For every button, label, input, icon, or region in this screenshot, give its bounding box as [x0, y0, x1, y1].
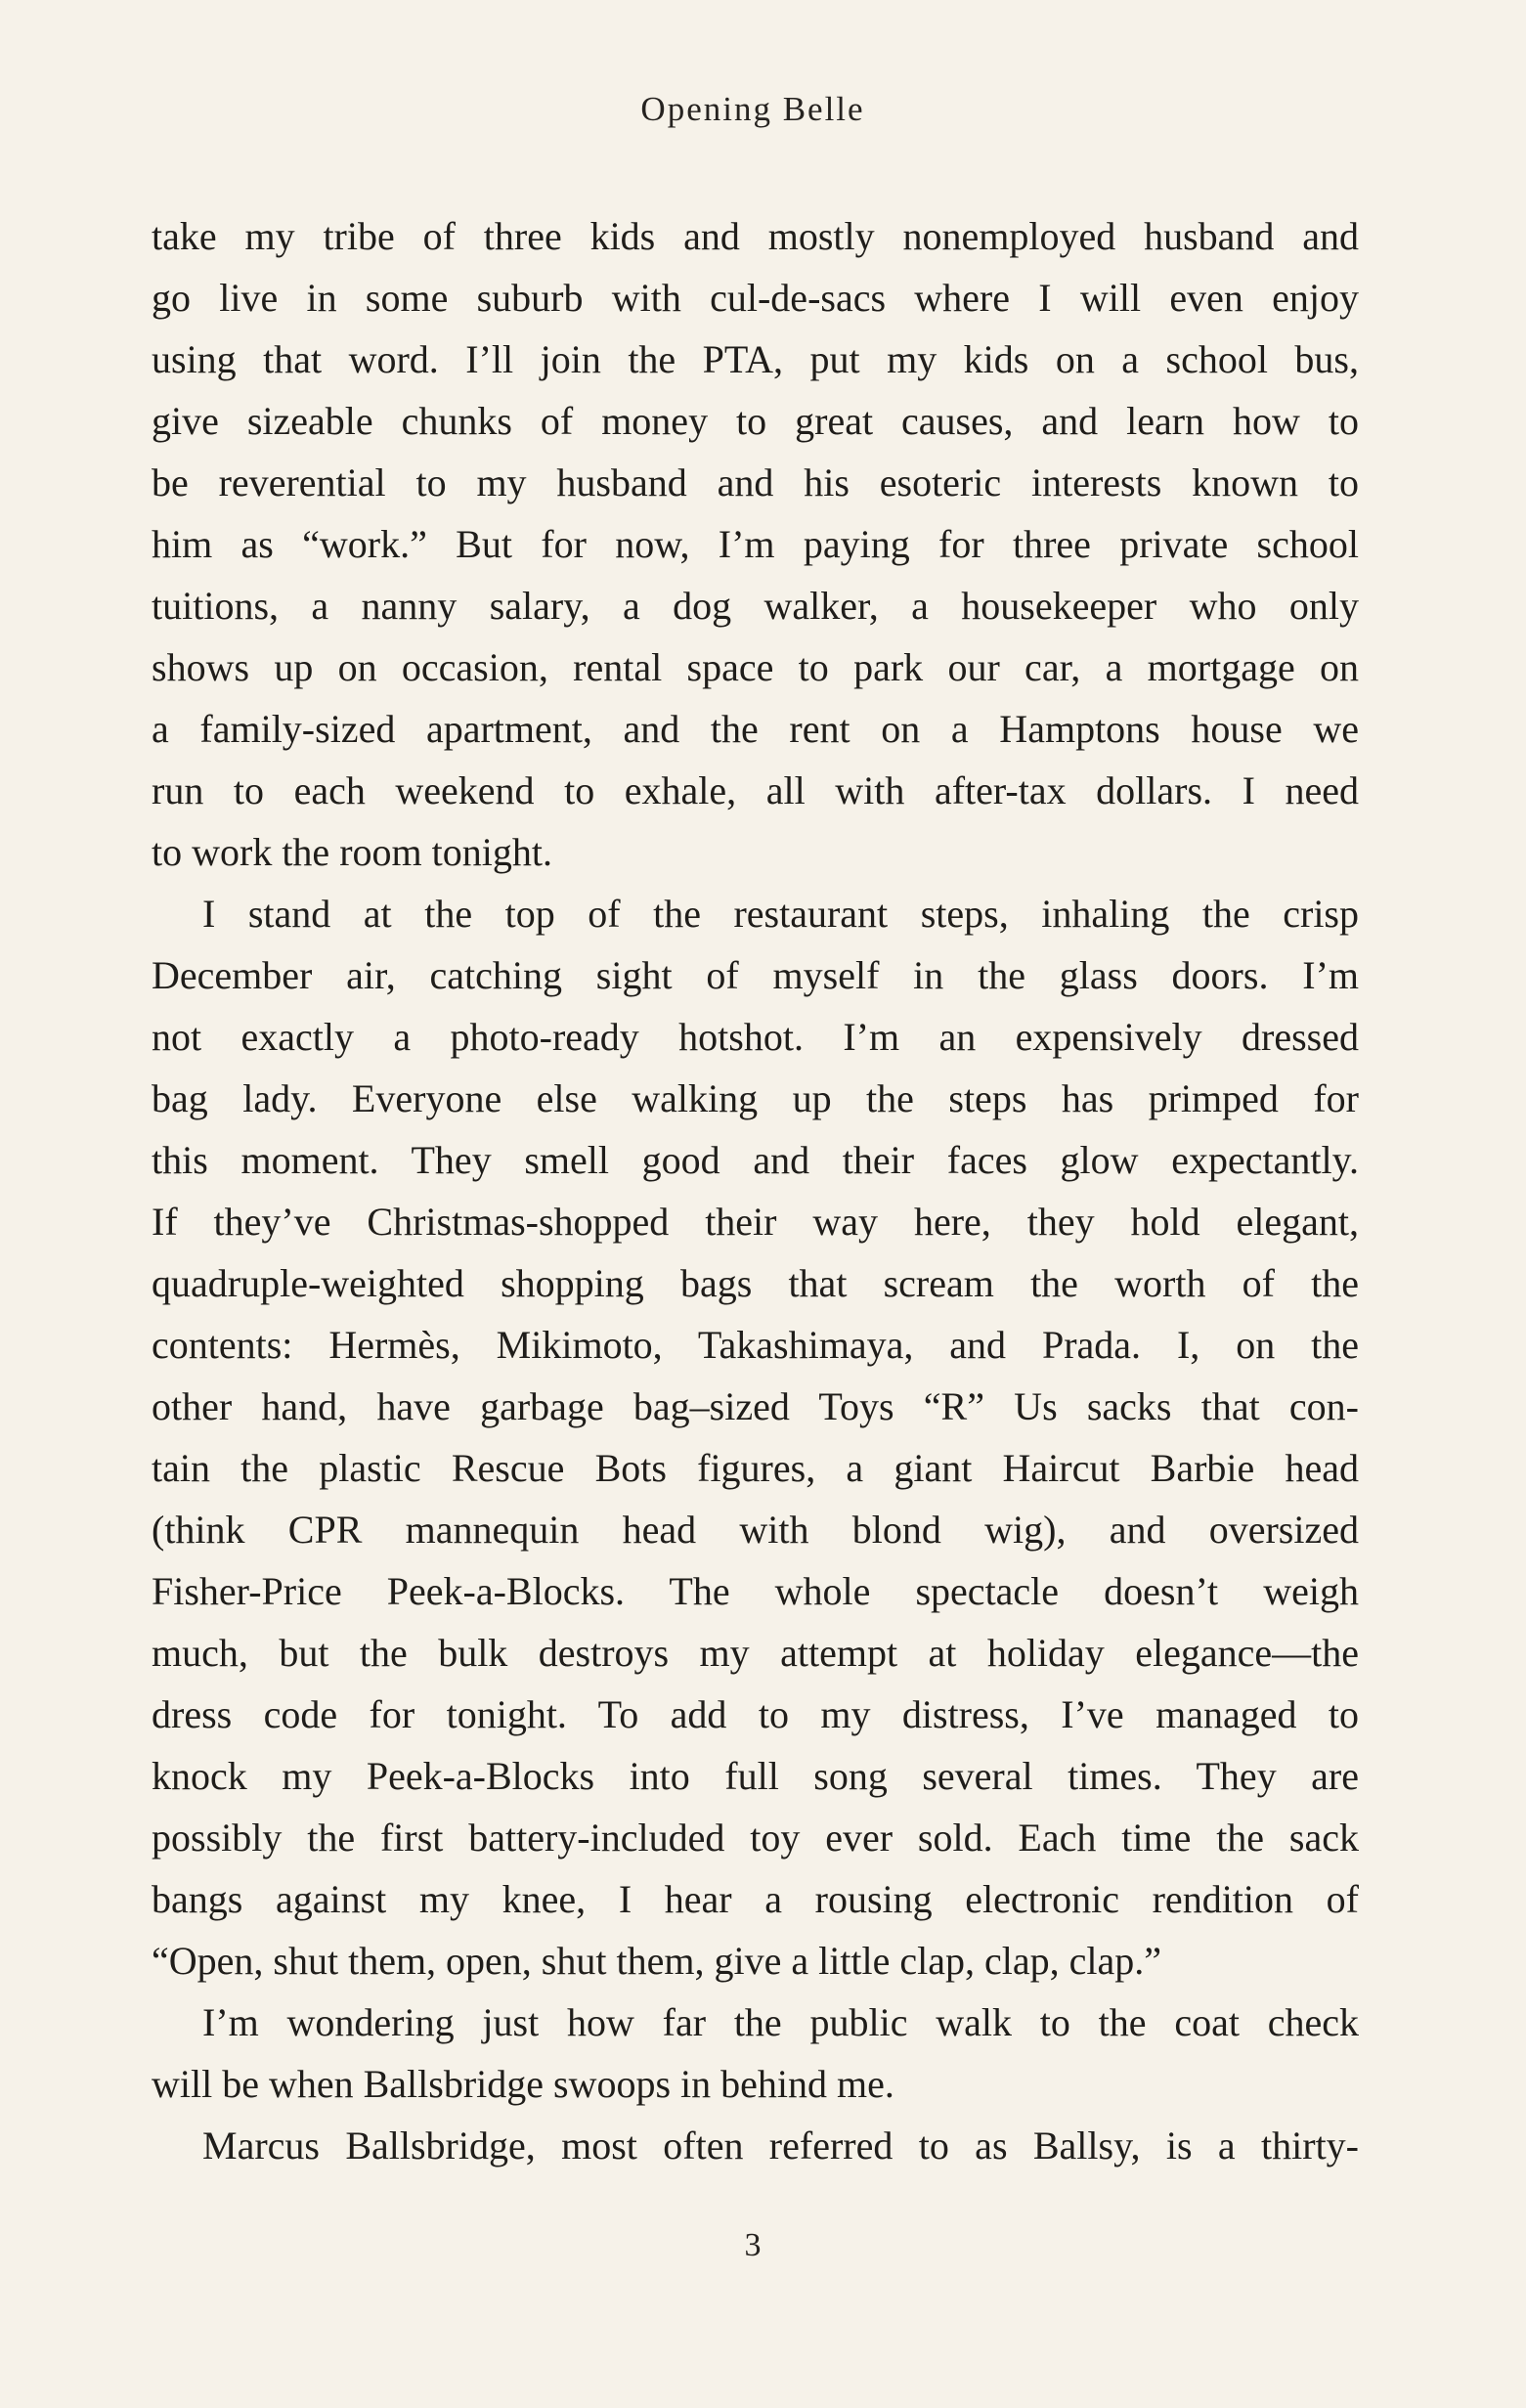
text-line: go live in some suburb with cul-de-sacs where I will even enjoy — [152, 276, 1359, 320]
text-line: this moment. They smell good and their faces glow expectantly. — [152, 1138, 1359, 1182]
text-line: “Open, shut them, open, shut them, give a little clap, clap, clap.” — [152, 1939, 1162, 1983]
text-line: dress code for tonight. To add to my distress, I’ve managed to — [152, 1692, 1359, 1736]
body-text — [152, 205, 1359, 2176]
text-line: will be when Ballsbridge swoops in behind me. — [152, 2062, 894, 2106]
paragraph-2 — [152, 883, 1359, 1992]
text-line: I stand at the top of the restaurant steps, inhaling the crisp — [202, 892, 1359, 936]
text-line: take my tribe of three kids and mostly nonemployed husband and — [152, 214, 1359, 258]
text-line: shows up on occasion, rental space to park our car, a mortgage on — [152, 645, 1359, 689]
text-line: (think CPR mannequin head with blond wig), and oversized — [152, 1508, 1359, 1552]
text-line: bag lady. Everyone else walking up the steps has primped for — [152, 1076, 1359, 1120]
text-line: If they’ve Christmas-shopped their way here, they hold elegant, — [152, 1200, 1359, 1244]
paragraph-1 — [152, 205, 1359, 883]
text-line: Fisher-Price Peek-a-Blocks. The whole spectacle doesn’t weigh — [152, 1569, 1359, 1613]
text-line: run to each weekend to exhale, all with after-tax dollars. I need — [152, 768, 1359, 812]
text-line: much, but the bulk destroys my attempt at holiday elegance—the — [152, 1631, 1359, 1675]
text-line: be reverential to my husband and his esoteric interests known to — [152, 460, 1359, 504]
text-line: him as “work.” But for now, I’m paying for three private school — [152, 522, 1359, 566]
text-line: bangs against my knee, I hear a rousing electronic rendition of — [152, 1877, 1359, 1921]
text-line: possibly the first battery-included toy ever sold. Each time the sack — [152, 1816, 1359, 1860]
text-line: using that word. I’ll join the PTA, put my kids on a school bus, — [152, 337, 1359, 381]
text-line: December air, catching sight of myself in the glass doors. I’m — [152, 953, 1359, 997]
text-line: to work the room tonight. — [152, 830, 552, 874]
text-line: quadruple-weighted shopping bags that scream the worth of the — [152, 1261, 1359, 1305]
text-line: tain the plastic Rescue Bots figures, a giant Haircut Barbie head — [152, 1446, 1359, 1490]
text-line: tuitions, a nanny salary, a dog walker, a housekeeper who only — [152, 584, 1359, 628]
text-line: give sizeable chunks of money to great causes, and learn how to — [152, 399, 1359, 443]
text-line: contents: Hermès, Mikimoto, Takashimaya, and Prada. I, on the — [152, 1323, 1359, 1367]
running-head: Opening Belle — [640, 90, 865, 128]
text-line: Marcus Ballsbridge, most often referred to as Ballsy, is a thirty- — [202, 2123, 1359, 2167]
paragraph-4 — [152, 2115, 1359, 2176]
paragraph-3 — [152, 1992, 1359, 2115]
text-line: not exactly a photo-ready hotshot. I’m an expensively dressed — [152, 1015, 1359, 1059]
text-line: other hand, have garbage bag–sized Toys “R” Us sacks that con- — [152, 1384, 1359, 1428]
text-line: knock my Peek-a-Blocks into full song several times. They are — [152, 1754, 1359, 1798]
text-line: a family-sized apartment, and the rent on a Hamptons house we — [152, 707, 1359, 751]
page-number: 3 — [744, 2227, 762, 2263]
text-line: I’m wondering just how far the public walk to the coat check — [202, 2000, 1359, 2044]
